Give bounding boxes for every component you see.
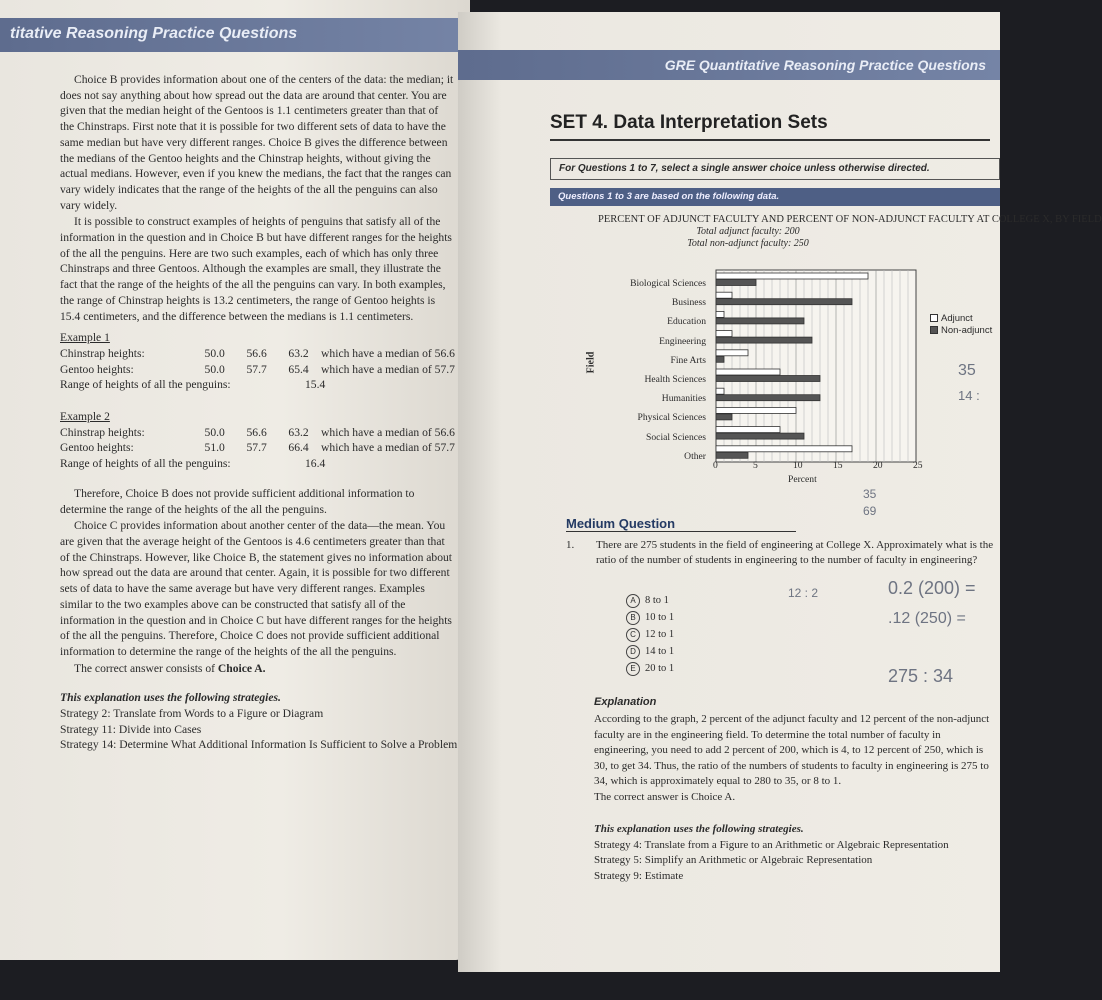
title-rule — [550, 139, 990, 141]
bar-adjunct — [716, 350, 748, 356]
bar-non-adjunct — [716, 414, 732, 420]
example-2-table — [60, 425, 455, 472]
set-title: SET 4. Data Interpretation Sets — [550, 112, 828, 133]
example-cell: 15.4 — [305, 378, 326, 392]
choice-text: 12 to 1 — [645, 629, 675, 640]
example-cell: 57.7 — [246, 441, 267, 455]
correct-answer-line — [60, 661, 455, 677]
answer-choice-b[interactable] — [626, 609, 674, 626]
choice-bubble[interactable]: A — [626, 594, 640, 608]
choice-bubble[interactable]: C — [626, 628, 640, 642]
answer-choice-d[interactable] — [626, 643, 674, 660]
handwritten-fraction-bottom: 69 — [863, 504, 877, 518]
left-page-body — [60, 72, 458, 753]
bar-non-adjunct — [716, 356, 724, 362]
bar-adjunct — [716, 369, 780, 375]
question-text: There are 275 students in the field of engineering at College X. Approximately what is the ratio of the number of students in engineering to the number of faculty in engineering? — [596, 539, 994, 566]
handwritten-calc: .12 (250) = — [888, 610, 966, 627]
chart-title-block — [598, 214, 1102, 250]
right-page — [458, 12, 1102, 972]
bar-adjunct — [716, 388, 724, 394]
choice-bubble[interactable]: B — [626, 611, 640, 625]
directions-box: For Questions 1 to 7, select a single answer choice unless otherwise directed. — [550, 158, 1000, 180]
example-1-table — [60, 346, 455, 393]
category-labels — [568, 274, 706, 466]
handwritten-note: 12 : 2 — [788, 586, 819, 600]
strategy-item: Strategy 14: Determine What Additional Information Is Sufficient to Solve a Problem — [60, 738, 458, 752]
example-cell: which have a median of 56.6 — [321, 346, 455, 360]
example-cell — [215, 377, 260, 393]
legend-swatch — [930, 314, 938, 322]
choice-text: 10 to 1 — [645, 612, 675, 623]
category-label: Social Sciences — [646, 431, 706, 443]
handwritten-note: 35 — [958, 362, 976, 379]
choice-bubble[interactable]: D — [626, 645, 640, 659]
example-row — [60, 377, 455, 393]
example-cell: 50.0 — [204, 362, 225, 376]
bar-non-adjunct — [716, 452, 748, 458]
category-label: Physical Sciences — [637, 412, 706, 424]
handwritten-note: 14 : — [958, 388, 980, 403]
x-tick-label: 15 — [833, 460, 843, 471]
category-label: Health Sciences — [644, 373, 706, 385]
bar-adjunct — [716, 427, 780, 433]
bar-adjunct — [716, 273, 868, 279]
example-row — [60, 456, 455, 472]
example-cell — [215, 456, 260, 472]
x-tick-label: 0 — [713, 460, 718, 471]
answer-choice-a[interactable] — [626, 592, 674, 609]
example-cell: 51.0 — [204, 441, 225, 455]
correct-choice: Choice A. — [217, 661, 266, 675]
chart-subtitle-non-adjunct: Total non-adjunct faculty: 250 — [687, 238, 809, 249]
example-cell: Chinstrap heights: — [60, 346, 145, 360]
choice-text: 8 to 1 — [645, 595, 669, 606]
x-axis-label: Percent — [788, 474, 817, 485]
example-row — [60, 346, 455, 362]
chart-subtitle-adjunct: Total adjunct faculty: 200 — [696, 226, 800, 237]
example-cell: 63.2 — [288, 425, 309, 439]
category-label: Biological Sciences — [630, 278, 706, 289]
strategy-header: This explanation uses the following strategies. — [60, 691, 281, 705]
legend-item-adjunct — [930, 312, 992, 324]
handwritten-calc: 0.2 (200) = — [888, 578, 976, 598]
example-cell — [260, 377, 305, 393]
example-cell: which have a median of 56.6 — [321, 425, 455, 439]
example-cell: 66.4 — [288, 441, 309, 455]
example-cell: Range of heights of all the penguins: — [60, 378, 231, 392]
strategy-item: Strategy 11: Divide into Cases — [60, 722, 202, 736]
answer-choices — [626, 592, 674, 677]
choice-text: 20 to 1 — [645, 663, 675, 674]
left-page-header: titative Reasoning Practice Questions — [0, 18, 470, 52]
example-cell: Range of heights of all the penguins: — [60, 457, 231, 471]
example-row — [60, 440, 455, 456]
example-cell: Chinstrap heights: — [60, 425, 145, 439]
handwritten-fraction-top: 35 — [863, 487, 877, 501]
example-cell: 56.6 — [246, 346, 267, 360]
chart-title: PERCENT OF ADJUNCT FACULTY AND PERCENT OF NON-ADJUNCT FACULTY AT COLLEGE X, BY FIELD — [598, 214, 1102, 225]
bar-non-adjunct — [716, 299, 852, 305]
example-cell — [260, 456, 305, 472]
y-axis-label: Field — [585, 351, 597, 374]
paragraph: Therefore, Choice B does not provide sufficient additional information to determine the range of the heights of the all the penguins. — [60, 486, 415, 516]
strategy-item: Strategy 5: Simplify an Arithmetic or Algebraic Representation — [594, 854, 873, 866]
bar-adjunct — [716, 292, 732, 298]
explanation-body: According to the graph, 2 percent of the adjunct faculty and 12 percent of the non-adjunct faculty are in the engineering field. To determine the total number of faculty in engineering, you need to add 2 percent of 200, which is 4, to 12 percent of 250, which is 30, to get 34. Thus, the ratio of the numbers of students to faculty in engineering is 275 to 34, which is approximately equal to 280 to 35, or 8 to 1. — [594, 713, 990, 787]
strategy-item: Strategy 4: Translate from a Figure to an Arithmetic or Algebraic Representation — [594, 838, 949, 851]
bar-non-adjunct — [716, 318, 804, 324]
right-page-header: GRE Quantitative Reasoning Practice Questions — [458, 50, 1000, 80]
example-cell: 50.0 — [204, 425, 225, 439]
category-label: Education — [667, 316, 706, 328]
category-label: Humanities — [661, 393, 706, 405]
example-cell: which have a median of 57.7 — [321, 441, 455, 455]
strategy-header: This explanation uses the following strategies. — [594, 823, 804, 835]
question-number: 1. — [566, 539, 575, 551]
bar-non-adjunct — [716, 395, 820, 401]
paragraph: Choice B provides information about one of the centers of the data: the median; it does not say anything about how spread out the data are around that center. You are given that the median height of the Gentoos is 1.1 centimeters greater than that of the Chinstraps. First note that it is possible for two different sets of data to have the same median but have very different ranges. Choice B gives the difference between the medians of the Gentoo heights and the Chinstrap heights, without giving the actual medians. However, even if you knew the medians, the fact that the ranges can vary widely indicates that the range of the heights of the all the penguins can also vary widely. — [60, 73, 454, 212]
bar-non-adjunct — [716, 337, 812, 343]
example-cell: which have a median of 57.7 — [321, 362, 455, 376]
category-label: Other — [684, 450, 706, 462]
explanation-text — [594, 712, 994, 805]
bar-non-adjunct — [716, 376, 820, 382]
example-cell: 50.0 — [204, 346, 225, 360]
handwritten-calc: 275 : 34 — [888, 666, 954, 686]
bar-chart — [716, 270, 916, 462]
left-page — [0, 0, 470, 960]
strategy-item: Strategy 2: Translate from Words to a Figure or Diagram — [60, 707, 324, 721]
strategies-block — [594, 822, 994, 884]
bar-adjunct — [716, 446, 852, 452]
category-label: Business — [671, 297, 706, 309]
example-cell: 63.2 — [288, 346, 309, 360]
category-label: Fine Arts — [670, 354, 706, 366]
questions-bar: Questions 1 to 3 are based on the following data. — [550, 188, 1000, 206]
correct-answer-line: The correct answer is Choice A. — [594, 790, 736, 803]
legend-label: Non-adjunct — [941, 324, 993, 336]
correct-prefix: The correct answer consists of — [74, 661, 218, 675]
example-cell: Gentoo heights: — [60, 362, 134, 376]
bar-adjunct — [716, 331, 732, 337]
answer-choice-c[interactable] — [626, 626, 674, 643]
example-cell: 16.4 — [305, 457, 326, 471]
strategy-item: Strategy 9: Estimate — [594, 869, 684, 882]
answer-choice-e[interactable] — [626, 660, 674, 677]
bar-non-adjunct — [716, 280, 756, 286]
bar-adjunct — [716, 311, 724, 317]
example-row — [60, 425, 455, 441]
category-label: Engineering — [659, 335, 706, 347]
question-1 — [566, 538, 996, 568]
chart-legend — [930, 312, 992, 336]
example-row — [60, 362, 455, 378]
paragraph: Choice C provides information about another center of the data—the mean. You are given that the average height of the Gentoos is 4.6 centimeters greater than that of the Chinstraps. However, like Choice B, the statement gives no information about how spread out the data are around that center. Again, it is possible for two different sets of data to have the same average but have very different ranges. Examples similar to the two examples above can be constructed that satisfy all of the information in the question and in Choice C but have different ranges for the heights of the all the penguins. Therefore, Choice C does not provide sufficient additional information to determine the range of the heights of the all the penguins. — [60, 519, 453, 658]
legend-item-non-adjunct — [930, 324, 992, 336]
example-1-title: Example 1 — [60, 331, 110, 345]
medium-question-heading: Medium Question — [566, 516, 796, 532]
x-tick-label: 25 — [913, 460, 923, 471]
example-cell: Gentoo heights: — [60, 441, 134, 455]
x-tick-label: 10 — [793, 460, 803, 471]
explanation-title: Explanation — [594, 696, 657, 708]
legend-label: Adjunct — [941, 312, 973, 324]
example-cell: 56.6 — [246, 425, 267, 439]
legend-swatch — [930, 326, 938, 334]
example-cell: 57.7 — [246, 362, 267, 376]
bar-adjunct — [716, 407, 796, 413]
example-cell: 65.4 — [288, 362, 309, 376]
bar-non-adjunct — [716, 433, 804, 439]
choice-bubble[interactable]: E — [626, 662, 640, 676]
choice-text: 14 to 1 — [645, 646, 675, 657]
x-tick-label: 20 — [873, 460, 883, 471]
paragraph: It is possible to construct examples of heights of penguins that satisfy all of the information in the question and in Choice B but have different ranges for the heights of the all the penguins. Here are two such examples, each of which has only three Chinstraps and three Gentoos. Although the examples are small, they illustrate the fact that the range of the heights of the all the penguins can vary. In both examples, the range of Chinstrap heights is 13.2 centimeters, the range of Gentoo heights is 15.4 centimeters, and the difference between the medians is 1.1 centimeters. — [60, 215, 452, 323]
x-tick-label: 5 — [753, 460, 758, 471]
example-2-title: Example 2 — [60, 410, 110, 424]
